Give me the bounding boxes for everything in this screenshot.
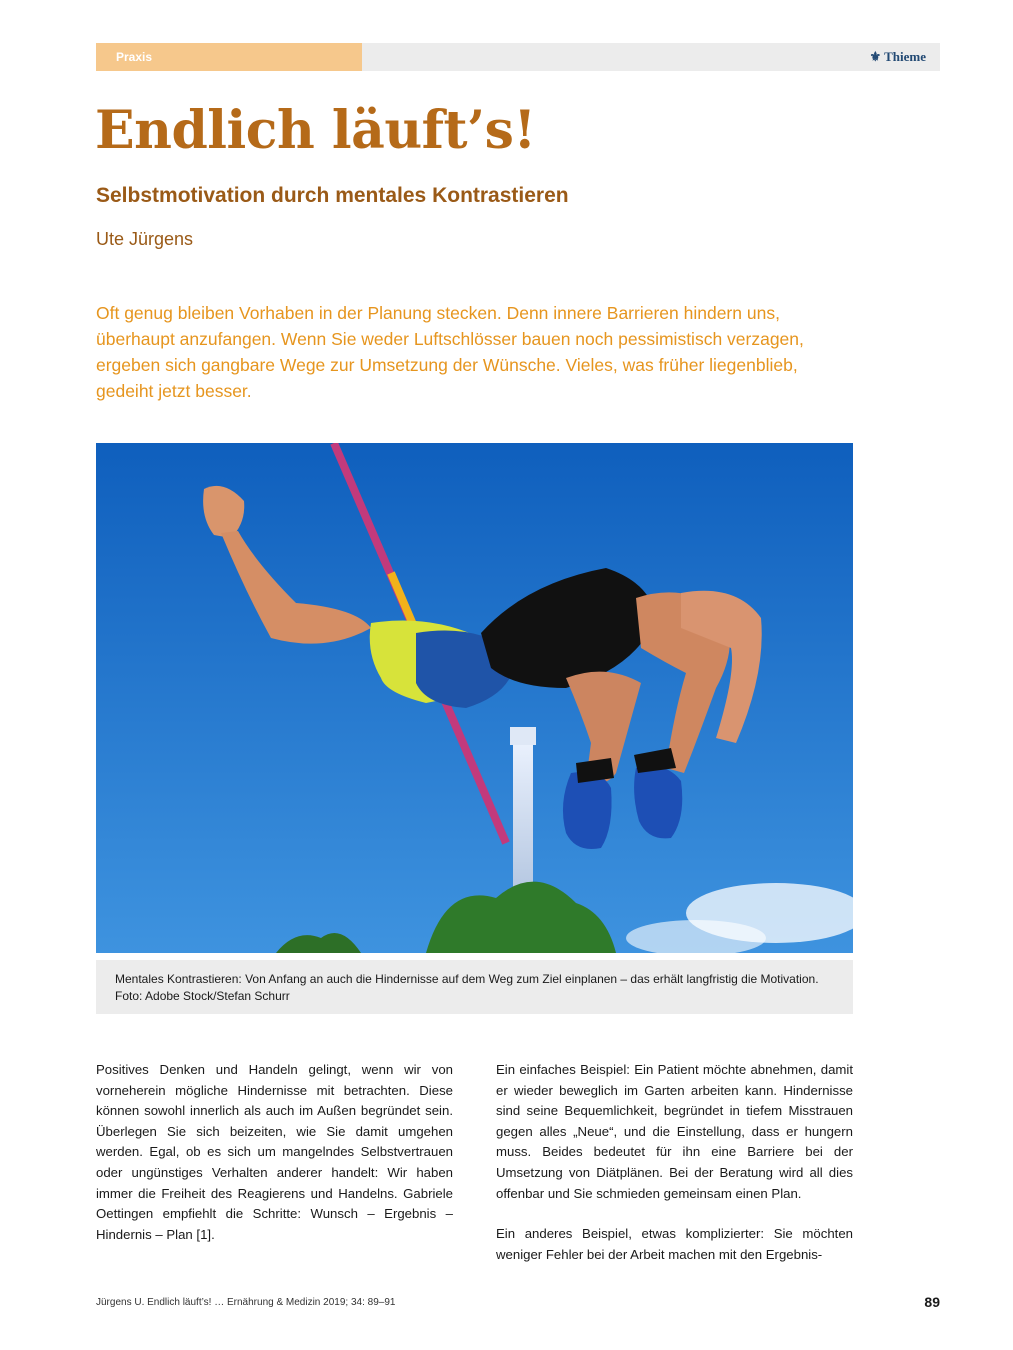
high-jump-photo bbox=[96, 443, 853, 953]
article-subtitle: Selbstmotivation durch mentales Kontrastieren bbox=[96, 184, 569, 207]
body-paragraph: Ein anderes Beispiel, etwas komplizierter: Sie möchten weniger Fehler bei der Arbeit machen mit den Ergebnis- bbox=[496, 1226, 853, 1262]
publisher-logo bbox=[869, 43, 926, 71]
section-label: Praxis bbox=[96, 43, 362, 71]
page-number: 89 bbox=[924, 1294, 940, 1310]
article-lead: Oft genug bleiben Vorhaben in der Planung stecken. Denn innere Barrieren hindern uns, überhaupt anzufangen. Wenn Sie weder Luftschlösser bauen noch pessimistisch verzagen, ergeben sich gangbare Wege zur Umsetzung der Wünsche. Vieles, was früher liegenblieb, gedeiht jetzt besser. bbox=[96, 303, 804, 401]
article-author: Ute Jürgens bbox=[96, 229, 194, 249]
body-paragraph: Positives Denken und Handeln gelingt, wenn wir von vorneherein mögliche Hindernisse mit betrachten. Diese können sowohl innerlich als auch im Außen begründet sein. Überlegen Sie sich beizeiten, wie Sie damit umgehen werden. Egal, ob es sich um mangelndes Selbstvertrauen oder ungünstiges Verhalten anderer handelt: Wir haben immer die Freiheit des Reagierens und Handelns. Gabriele Oettingen empfiehlt die Schritte: Wunsch – Ergebnis – Hindernis – Plan [1]. bbox=[96, 1062, 453, 1242]
footer-citation: Jürgens U. Endlich läuft’s! … Ernährung & Medizin 2019; 34: 89–91 bbox=[96, 1297, 396, 1308]
thieme-crest-icon: ⚜ bbox=[869, 49, 882, 64]
body-column-right bbox=[496, 1060, 853, 1265]
publisher-name: Thieme bbox=[884, 49, 926, 64]
body-column-left bbox=[96, 1060, 453, 1245]
header-bar bbox=[96, 43, 940, 71]
article-title: Endlich läuft’s! bbox=[95, 100, 536, 161]
body-paragraph: Ein einfaches Beispiel: Ein Patient möchte abnehmen, damit er wieder beweglich im Garten arbeiten kann. Hindernisse sind seine Bequemlichkeit, begründet in tiefem Misstrauen gegen alles „Neue“, und die Einstellung, dass er hungern muss. Beides bedeutet für ihn eine Barriere bei der Umsetzung von Diätplänen. Bei der Beratung wird all dies offenbar und Sie schmieden gemeinsam einen Plan. bbox=[496, 1062, 853, 1201]
figure-caption: Mentales Kontrastieren: Von Anfang an auch die Hindernisse auf dem Weg zum Ziel einplanen – das erhält langfristig die Motivation. Foto: Adobe Stock/Stefan Schurr bbox=[96, 960, 853, 1014]
